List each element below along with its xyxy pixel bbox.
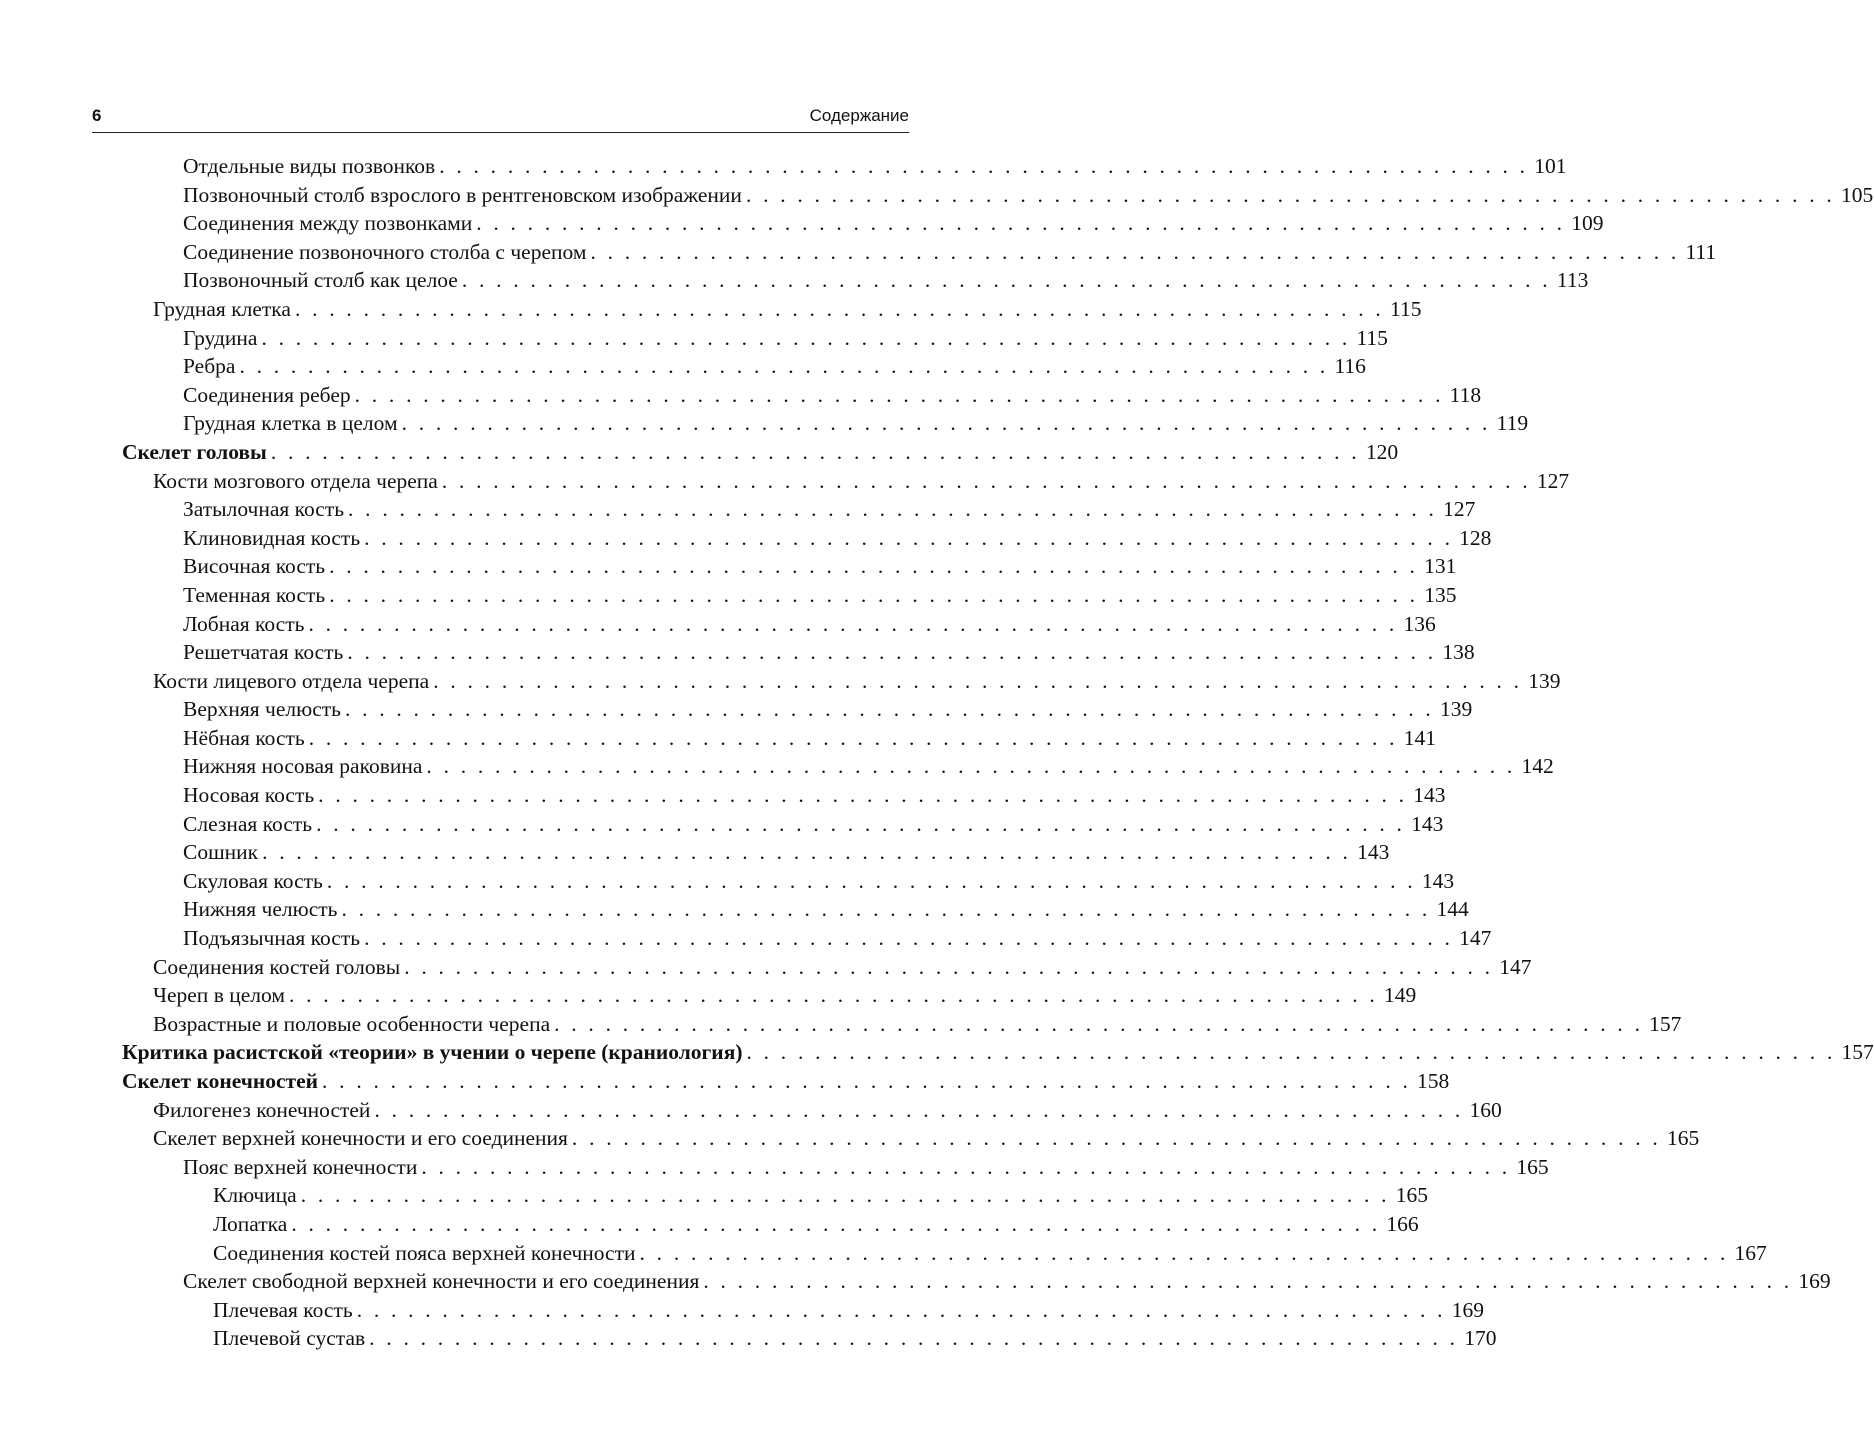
toc-entry[interactable] [92,610,1436,639]
dot-leader: . . . . . . . . . . . . . . . . . . . . . . . . . . . . . . . . . . . . . . . . . . . . . . . . . . . . . . . . . . . . . . . . [326,868,1416,893]
toc-entry-page-number: 131 [1424,554,1457,579]
toc-entry[interactable] [92,238,1717,267]
dot-leader: . . . . . . . . . . . . . . . . . . . . . . . . . . . . . . . . . . . . . . . . . . . . . . . . . . . . . . . . . . . . . . . . [433,668,1523,693]
dot-leader: . . . . . . . . . . . . . . . . . . . . . . . . . . . . . . . . . . . . . . . . . . . . . . . . . . . . . . . . . . . . . . . . [348,497,1438,522]
toc-entry-page-number: 127 [1536,468,1570,493]
toc-entry[interactable] [92,152,1567,181]
toc-entry[interactable] [92,1067,1450,1096]
toc-entry[interactable] [92,1124,1700,1153]
dot-leader: . . . . . . . . . . . . . . . . . . . . . . . . . . . . . . . . . . . . . . . . . . . . . . . . . . . . . . . . . . . . . . . . [261,325,1351,350]
dot-leader: . . . . . . . . . . . . . . . . . . . . . . . . . . . . . . . . . . . . . . . . . . . . . . . . . . . . . . . . . . . . . . . . [329,582,1419,607]
toc-entry-page-number: 127 [1443,497,1476,522]
toc-entry[interactable] [92,409,1529,438]
toc-entry-title: Затылочная кость [183,497,345,522]
toc-entry[interactable] [92,752,1554,781]
dot-leader: . . . . . . . . . . . . . . . . . . . . . . . . . . . . . . . . . . . . . . . . . . . . . . . . . . . . . . . . . . . . . . . . [270,439,1360,464]
dot-leader: . . . . . . . . . . . . . . . . . . . . . . . . . . . . . . . . . . . . . . . . . . . . . . . . . . . . . . . . . . . . . . . . [294,296,1384,321]
toc-entry[interactable] [92,1210,1419,1239]
toc-entry[interactable] [92,524,1492,553]
toc-entry[interactable] [92,1296,1484,1325]
toc-entry-page-number: 135 [1424,582,1457,607]
dot-leader: . . . . . . . . . . . . . . . . . . . . . . . . . . . . . . . . . . . . . . . . . . . . . . . . . . . . . . . . . . . . . . . . [439,154,1529,178]
toc-entry[interactable] [92,1239,1767,1268]
dot-leader: . . . . . . . . . . . . . . . . . . . . . . . . . . . . . . . . . . . . . . . . . . . . . . . . . . . . . . . . . . . . . . . . [369,1326,1459,1351]
toc-entry-page-number: 143 [1413,783,1446,808]
dot-leader: . . . . . . . . . . . . . . . . . . . . . . . . . . . . . . . . . . . . . . . . . . . . . . . . . . . . . . . . . . . . . . . . [461,268,1551,293]
toc-entry[interactable] [92,1267,1831,1296]
toc-entry-page-number: 115 [1390,296,1422,321]
toc-entry[interactable] [92,1038,1874,1067]
toc-entry[interactable] [92,810,1444,839]
toc-entry[interactable] [92,381,1482,410]
dot-leader: . . . . . . . . . . . . . . . . . . . . . . . . . . . . . . . . . . . . . . . . . . . . . . . . . . . . . . . . . . . . . . . . [374,1097,1464,1122]
dot-leader: . . . . . . . . . . . . . . . . . . . . . . . . . . . . . . . . . . . . . . . . . . . . . . . . . . . . . . . . . . . . . . . . [344,697,1434,722]
toc-entry-page-number: 109 [1571,211,1604,236]
toc-entry-page-number: 143 [1421,868,1455,893]
dot-leader: . . . . . . . . . . . . . . . . . . . . . . . . . . . . . . . . . . . . . . . . . . . . . . . . . . . . . . . . . . . . . . . . [421,1154,1511,1179]
running-header [92,104,909,133]
dot-leader: . . . . . . . . . . . . . . . . . . . . . . . . . . . . . . . . . . . . . . . . . . . . . . . . . . . . . . . . . . . . . . . . [364,926,1454,951]
toc-entry[interactable] [92,667,1561,696]
dot-leader: . . . . . . . . . . . . . . . . . . . . . . . . . . . . . . . . . . . . . . . . . . . . . . . . . . . . . . . . . . . . . . . . [316,811,1406,836]
toc-entry-title: Позвоночный столб как целое [183,268,458,293]
toc-entry-title: Лобная кость [183,611,305,636]
toc-entry[interactable] [92,581,1457,610]
toc-entry-title: Соединения между позвонками [183,211,473,236]
toc-entry-page-number: 160 [1469,1097,1502,1122]
toc-entry-page-number: 119 [1496,411,1529,436]
toc-entry[interactable] [92,1324,1497,1353]
toc-entry-page-number: 141 [1403,725,1436,750]
toc-entry-title: Пояс верхней конечности [183,1154,418,1179]
toc-entry-page-number: 144 [1436,897,1469,922]
toc-entry-title: Критика расистской «теории» в учении о черепе (краниология) [122,1040,743,1065]
toc-entry-title: Соединения ребер [183,382,351,407]
dot-leader: . . . . . . . . . . . . . . . . . . . . . . . . . . . . . . . . . . . . . . . . . . . . . . . . . . . . . . . . . . . . . . . . [318,783,1408,808]
toc-entry-page-number: 120 [1365,439,1399,464]
toc-entry[interactable] [92,724,1436,753]
toc-entry-title: Слезная кость [183,811,313,836]
toc-entry-title: Скелет конечностей [122,1069,319,1093]
toc-entry-title: Позвоночный столб взрослого в рентгеновском изображении [183,182,742,207]
dot-leader: . . . . . . . . . . . . . . . . . . . . . . . . . . . . . . . . . . . . . . . . . . . . . . . . . . . . . . . . . . . . . . . . [322,1069,1412,1093]
toc-entry-page-number: 157 [1649,1011,1682,1036]
toc-entry-page-number: 128 [1459,525,1492,550]
dot-leader: . . . . . . . . . . . . . . . . . . . . . . . . . . . . . . . . . . . . . . . . . . . . . . . . . . . . . . . . . . . . . . . . [745,182,1835,207]
toc-entry[interactable] [92,266,1589,295]
toc-entry[interactable] [92,467,1570,496]
toc-entry[interactable] [92,838,1390,867]
toc-entry-page-number: 158 [1417,1069,1450,1093]
toc-entry-title: Плечевой сустав [213,1326,366,1351]
dot-leader: . . . . . . . . . . . . . . . . . . . . . . . . . . . . . . . . . . . . . . . . . . . . . . . . . . . . . . . . . . . . . . . . [364,525,1454,550]
running-head-title: Содержание [809,106,909,125]
table-of-contents [92,152,1874,1353]
toc-entry-title: Ключица [213,1183,297,1208]
toc-entry[interactable] [92,895,1469,924]
dot-leader: . . . . . . . . . . . . . . . . . . . . . . . . . . . . . . . . . . . . . . . . . . . . . . . . . . . . . . . . . . . . . . . . [291,1211,1381,1236]
dot-leader: . . . . . . . . . . . . . . . . . . . . . . . . . . . . . . . . . . . . . . . . . . . . . . . . . . . . . . . . . . . . . . . . [347,640,1437,665]
toc-entry-page-number: 166 [1386,1211,1419,1236]
toc-entry-page-number: 105 [1840,182,1874,207]
toc-entry-page-number: 147 [1459,926,1492,951]
dot-leader: . . . . . . . . . . . . . . . . . . . . . . . . . . . . . . . . . . . . . . . . . . . . . . . . . . . . . . . . . . . . . . . . [476,211,1566,236]
toc-entry-page-number: 169 [1798,1269,1831,1294]
dot-leader: . . . . . . . . . . . . . . . . . . . . . . . . . . . . . . . . . . . . . . . . . . . . . . . . . . . . . . . . . . . . . . . . [571,1126,1661,1151]
dot-leader: . . . . . . . . . . . . . . . . . . . . . . . . . . . . . . . . . . . . . . . . . . . . . . . . . . . . . . . . . . . . . . . . [554,1011,1644,1036]
toc-entry[interactable] [92,495,1476,524]
dot-leader: . . . . . . . . . . . . . . . . . . . . . . . . . . . . . . . . . . . . . . . . . . . . . . . . . . . . . . . . . . . . . . . . [239,354,1329,379]
toc-entry[interactable] [92,638,1475,667]
page-number: 6 [92,106,102,125]
toc-entry-title: Соединение позвоночного столба с черепом [183,239,587,264]
dot-leader: . . . . . . . . . . . . . . . . . . . . . . . . . . . . . . . . . . . . . . . . . . . . . . . . . . . . . . . . . . . . . . . . [356,1297,1446,1322]
toc-entry-page-number: 139 [1439,697,1473,722]
toc-entry-title: Сошник [183,840,259,865]
toc-entry[interactable] [92,1096,1502,1125]
toc-entry[interactable] [92,552,1457,581]
toc-entry-title: Верхняя челюсть [183,697,341,722]
toc-entry-page-number: 147 [1499,954,1532,979]
toc-entry-page-number: 136 [1403,611,1436,636]
dot-leader: . . . . . . . . . . . . . . . . . . . . . . . . . . . . . . . . . . . . . . . . . . . . . . . . . . . . . . . . . . . . . . . . [308,725,1398,750]
toc-entry-page-number: 165 [1395,1183,1428,1208]
toc-entry[interactable] [92,324,1388,353]
toc-entry-title: Скелет свободной верхней конечности и его соединения [183,1269,700,1294]
toc-entry-title: Подъязычная кость [183,926,361,951]
toc-entry-title: Кости лицевого отдела черепа [153,668,430,693]
toc-entry[interactable] [92,953,1532,982]
toc-entry-page-number: 118 [1449,382,1482,407]
toc-entry-title: Клиновидная кость [183,525,361,550]
toc-entry[interactable] [92,981,1417,1010]
toc-entry-page-number: 157 [1841,1040,1874,1065]
toc-entry[interactable] [92,695,1473,724]
toc-entry-title: Соединения костей головы [153,954,401,979]
toc-entry[interactable] [92,1153,1549,1182]
dot-leader: . . . . . . . . . . . . . . . . . . . . . . . . . . . . . . . . . . . . . . . . . . . . . . . . . . . . . . . . . . . . . . . . [404,954,1494,979]
toc-entry-title: Ребра [183,354,236,379]
toc-entry-title: Соединения костей пояса верхней конечности [213,1240,636,1265]
dot-leader: . . . . . . . . . . . . . . . . . . . . . . . . . . . . . . . . . . . . . . . . . . . . . . . . . . . . . . . . . . . . . . . . [426,754,1516,779]
toc-entry-title: Носовая кость [183,783,315,808]
toc-entry-title: Кости мозгового отдела черепа [153,468,438,493]
toc-entry-page-number: 113 [1556,268,1589,293]
toc-entry[interactable] [92,924,1492,953]
dot-leader: . . . . . . . . . . . . . . . . . . . . . . . . . . . . . . . . . . . . . . . . . . . . . . . . . . . . . . . . . . . . . . . . [329,554,1419,579]
toc-entry-page-number: 111 [1685,239,1717,264]
dot-leader: . . . . . . . . . . . . . . . . . . . . . . . . . . . . . . . . . . . . . . . . . . . . . . . . . . . . . . . . . . . . . . . . [308,611,1398,636]
toc-entry-title: Грудина [183,325,258,350]
dot-leader: . . . . . . . . . . . . . . . . . . . . . . . . . . . . . . . . . . . . . . . . . . . . . . . . . . . . . . . . . . . . . . . . [354,382,1444,407]
toc-entry[interactable] [92,209,1604,238]
toc-entry-page-number: 116 [1334,354,1366,379]
toc-entry-page-number: 169 [1451,1297,1484,1322]
dot-leader: . . . . . . . . . . . . . . . . . . . . . . . . . . . . . . . . . . . . . . . . . . . . . . . . . . . . . . . . . . . . . . . . [288,983,1378,1008]
toc-entry[interactable] [92,867,1455,896]
toc-entry-title: Теменная кость [183,582,326,607]
toc-entry-page-number: 115 [1356,325,1388,350]
toc-entry-page-number: 149 [1383,983,1417,1008]
toc-entry-title: Грудная клетка в целом [183,411,398,436]
toc-entry[interactable] [92,1181,1428,1210]
toc-entry-title: Височная кость [183,554,326,579]
toc-entry-title: Нёбная кость [183,725,305,750]
toc-entry-page-number: 165 [1666,1126,1700,1151]
toc-entry[interactable] [92,295,1422,324]
toc-entry-title: Решетчатая кость [183,640,344,665]
dot-leader: . . . . . . . . . . . . . . . . . . . . . . . . . . . . . . . . . . . . . . . . . . . . . . . . . . . . . . . . . . . . . . . . [300,1183,1390,1208]
toc-entry[interactable] [92,352,1366,381]
toc-entry[interactable] [92,1010,1682,1039]
toc-entry-page-number: 167 [1734,1240,1767,1265]
toc-entry-title: Скуловая кость [183,868,323,893]
toc-entry-title: Отдельные виды позвонков [183,154,436,178]
toc-entry-title: Грудная клетка [153,296,291,321]
toc-entry[interactable] [92,438,1399,467]
toc-entry[interactable] [92,181,1874,210]
toc-entry-page-number: 170 [1464,1326,1497,1351]
dot-leader: . . . . . . . . . . . . . . . . . . . . . . . . . . . . . . . . . . . . . . . . . . . . . . . . . . . . . . . . . . . . . . . . [590,239,1680,264]
toc-entry[interactable] [92,781,1446,810]
toc-entry-title: Плечевая кость [213,1297,353,1322]
toc-entry-title: Нижняя носовая раковина [183,754,423,779]
toc-entry-title: Скелет головы [122,439,267,464]
dot-leader: . . . . . . . . . . . . . . . . . . . . . . . . . . . . . . . . . . . . . . . . . . . . . . . . . . . . . . . . . . . . . . . . [703,1269,1793,1294]
dot-leader: . . . . . . . . . . . . . . . . . . . . . . . . . . . . . . . . . . . . . . . . . . . . . . . . . . . . . . . . . . . . . . . . [746,1040,1836,1065]
toc-entry-page-number: 138 [1442,640,1475,665]
toc-entry-page-number: 143 [1411,811,1444,836]
toc-entry-title: Лопатка [213,1211,288,1236]
dot-leader: . . . . . . . . . . . . . . . . . . . . . . . . . . . . . . . . . . . . . . . . . . . . . . . . . . . . . . . . . . . . . . . . [401,411,1491,436]
toc-entry-title: Нижняя челюсть [183,897,338,922]
toc-entry-page-number: 139 [1528,668,1561,693]
dot-leader: . . . . . . . . . . . . . . . . . . . . . . . . . . . . . . . . . . . . . . . . . . . . . . . . . . . . . . . . . . . . . . . . [441,468,1531,493]
toc-entry-title: Филогенез конечностей [153,1097,371,1122]
toc-entry-title: Скелет верхней конечности и его соединения [153,1126,568,1151]
dot-leader: . . . . . . . . . . . . . . . . . . . . . . . . . . . . . . . . . . . . . . . . . . . . . . . . . . . . . . . . . . . . . . . . [639,1240,1729,1265]
dot-leader: . . . . . . . . . . . . . . . . . . . . . . . . . . . . . . . . . . . . . . . . . . . . . . . . . . . . . . . . . . . . . . . . [341,897,1431,922]
toc-entry-page-number: 142 [1521,754,1554,779]
dot-leader: . . . . . . . . . . . . . . . . . . . . . . . . . . . . . . . . . . . . . . . . . . . . . . . . . . . . . . . . . . . . . . . . [262,840,1352,865]
toc-entry-page-number: 143 [1357,840,1390,865]
toc-entry-page-number: 101 [1534,154,1567,178]
toc-entry-title: Возрастные и половые особенности черепа [153,1011,551,1036]
toc-entry-title: Череп в целом [153,983,285,1008]
toc-entry-page-number: 165 [1516,1154,1549,1179]
